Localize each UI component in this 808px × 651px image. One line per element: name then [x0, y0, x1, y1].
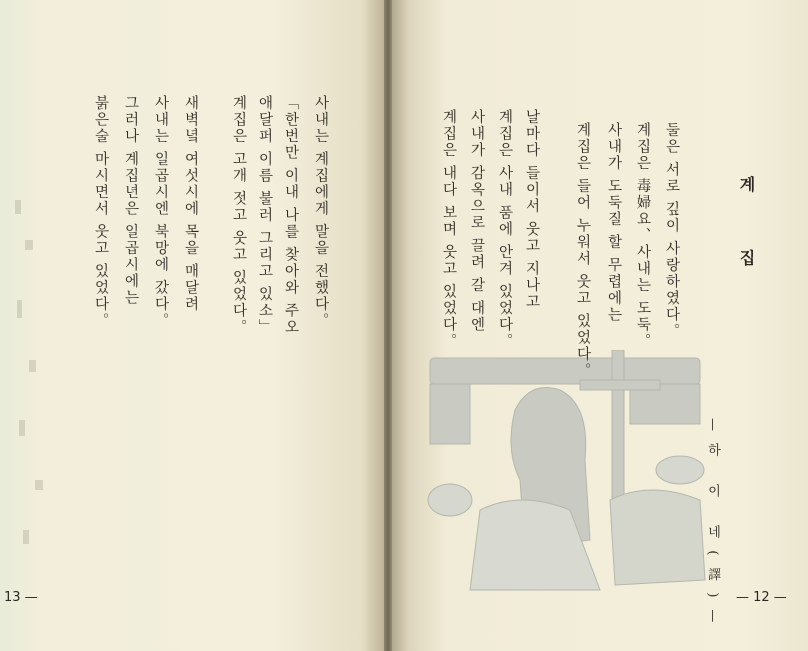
bleed-through-marks [5, 180, 55, 580]
left-line-8: 붉은술 마시면서 웃고 있었다。 [92, 95, 109, 330]
book-gutter [384, 0, 392, 651]
left-line-2: 「한번만 이내 나를 찾아와 주오 [282, 95, 299, 336]
right-line-1: 둘은 서로 깊이 사랑하였다。 [663, 122, 680, 340]
right-line-8: 계집은 내다 보며 웃고 있었다。 [440, 109, 457, 350]
left-line-7: 그러나 계집년은 일곱시에는 [122, 95, 139, 307]
left-line-4: 계집은 고개 젓고 웃고 있었다。 [230, 95, 247, 336]
right-line-4: 계집은 들어 누워서 웃고 있었다。 [574, 122, 591, 380]
left-page [0, 0, 388, 651]
poem-title: 계 집 [737, 176, 756, 292]
right-line-2: 계집은 毒婦요、사내는 도둑。 [634, 122, 651, 350]
poem-author: —하 이 네(譯)— [705, 418, 720, 635]
right-line-5: 날마다 들이서 웃고 지나고 [523, 109, 540, 311]
page-number-right: — 12 — [736, 590, 787, 605]
left-line-3: 애달퍼 이름 불러 그리고 있소」 [256, 95, 273, 336]
right-line-7: 사내가 감옥으로 끌려 갈 대엔 [468, 109, 485, 334]
cross-figure-illustration [420, 350, 710, 600]
page-number-left: 13 — [4, 590, 38, 605]
left-line-5: 새벽녘 여섯시에 목을 매달려 [182, 95, 199, 313]
left-line-6: 사내는 일곱시엔 북망에 갔다。 [152, 95, 169, 330]
left-line-1: 사내는 계집에게 말을 전했다。 [312, 95, 329, 330]
right-line-6: 계집은 사내 품에 안겨 있었다。 [496, 109, 513, 350]
right-line-3: 사내가 도둑질 할 무렵에는 [605, 122, 622, 324]
